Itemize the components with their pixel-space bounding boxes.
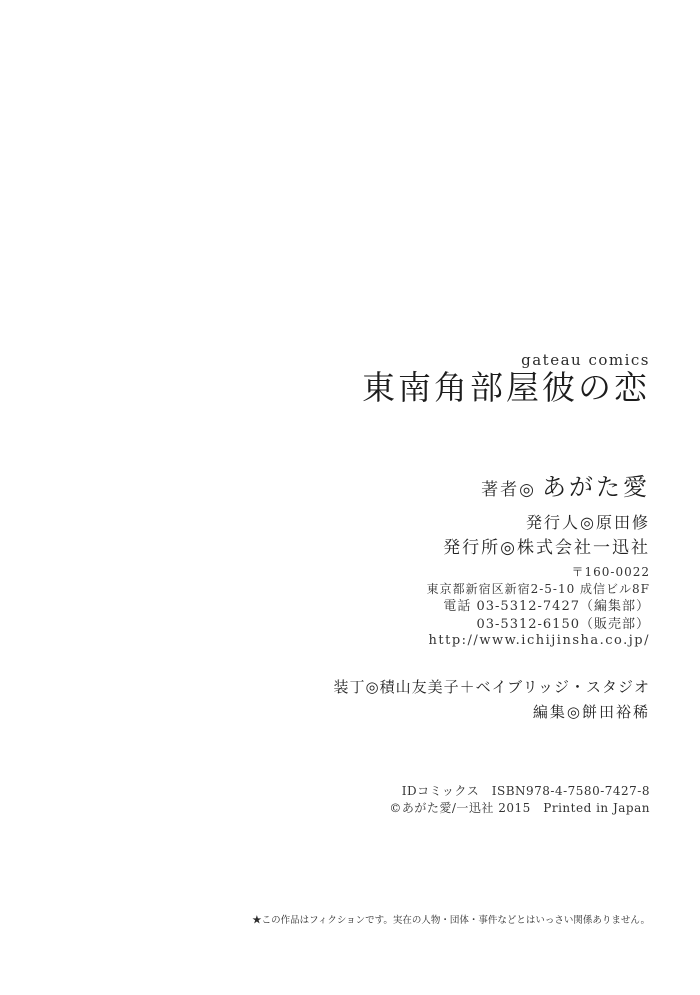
isbn-line: IDコミックス ISBN978-4-7580-7427-8 <box>401 784 650 798</box>
author-line <box>481 474 650 502</box>
phone-editorial: 電話 03-5312-7427（編集部） <box>443 599 650 614</box>
publisher-postal-code: 〒160-0022 <box>571 565 650 579</box>
phone-sales: 03-5312-6150（販売部） <box>476 617 650 632</box>
copyright-line: ©あがた愛/一迅社 2015 Printed in Japan <box>389 801 650 815</box>
publisher-website: http://www.ichijinsha.co.jp/ <box>428 633 650 648</box>
editing-credit: 編集◎餅田裕稀 <box>532 703 650 721</box>
design-credit: 装丁◎積山友美子＋ベイブリッジ・スタジオ <box>333 678 650 696</box>
author-label: 著者◎ <box>481 480 536 500</box>
book-title: 東南角部屋彼の恋 <box>362 368 650 407</box>
issuer-line: 発行人◎原田修 <box>526 513 650 532</box>
author-name: あがた愛 <box>542 473 650 501</box>
publisher-company-line: 発行所◎株式会社一迅社 <box>443 538 650 558</box>
fiction-disclaimer: ★この作品はフィクションです。実在の人物・団体・事件などとはいっさい関係ありません。 <box>252 915 650 926</box>
publisher-address: 東京都新宿区新宿2-5-10 成信ビル8F <box>426 582 650 596</box>
imprint-label: gateau comics <box>521 351 650 369</box>
